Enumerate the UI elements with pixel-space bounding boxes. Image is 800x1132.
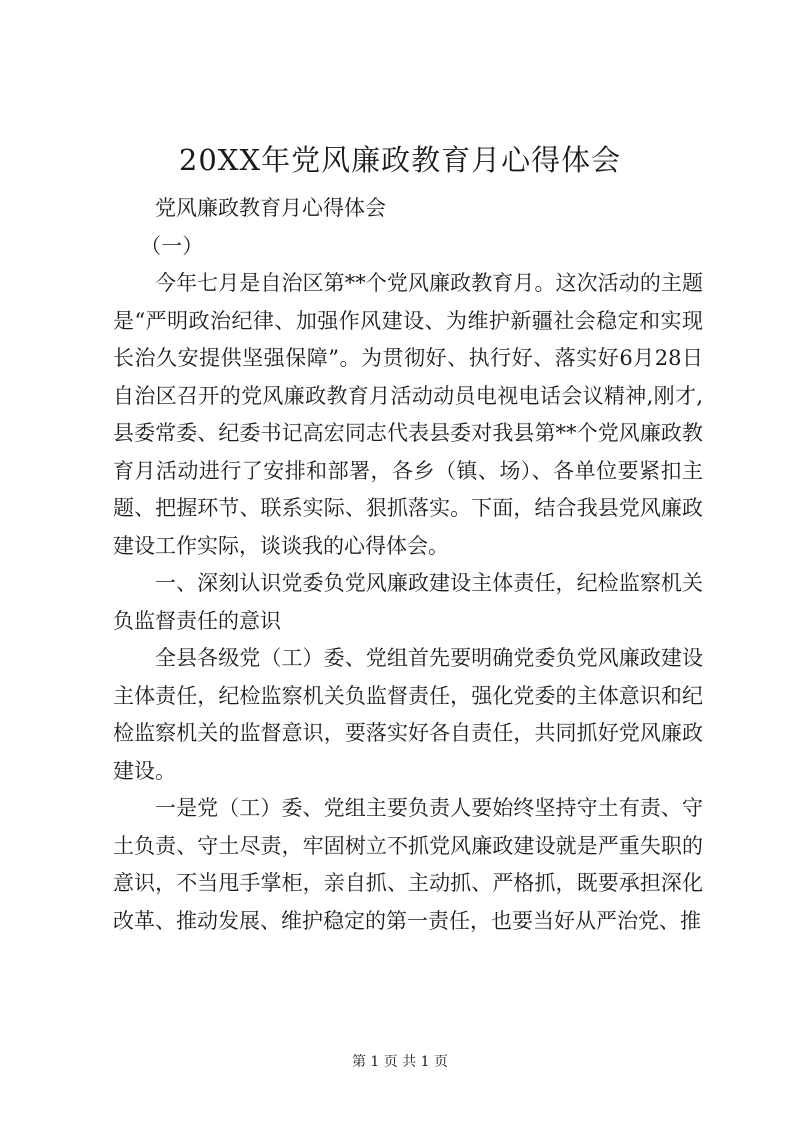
body-paragraph: 全县各级党（工）委、党组首先要明确党委负党风廉政建设主体责任，纪检监察机关负监督责任，强化党委的主体意识和纪检监察机关的监督意识，要落实好各自责任，共同抓好党风廉政建设。 <box>113 646 703 783</box>
body-paragraph: 一是党（工）委、党组主要负责人要始终坚持守土有责、守土负责、守土尽责，牢固树立不抓党风廉政建设就是严重失职的意识，不当甩手掌柜，亲自抓、主动抓、严格抓，既要承担深化改革、推动发展、维护稳定的第一责任，也要当好从严治党、推 <box>113 796 703 933</box>
intro-paragraph: 今年七月是自治区第**个党风廉政教育月。这次活动的主题是“严明政治纪律、加强作风建设、为维护新疆社会稳定和实现长治久安提供坚强保障”。为贯彻好、执行好、落实好6月28日自治区召开的党风廉政教育月活动动员电视电话会议精神,刚才,县委常委、纪委书记高宏同志代表县委对我县第**个党风廉政教育月活动进行了安排和部署，各乡（镇、场）、各单位要紧扣主题、把握环节、联系实际、狠抓落实。下面，结合我县党风廉政建设工作实际，谈谈我的心得体会。 <box>113 271 703 558</box>
section-number-paragraph: （一） <box>140 233 204 258</box>
page-footer: 第 1 页 共 1 页 <box>351 1054 449 1070</box>
heading-paragraph: 一、深刻认识党委负党风廉政建设主体责任，纪检监察机关负监督责任的意识 <box>113 571 703 633</box>
subtitle-paragraph: 党风廉政教育月心得体会 <box>155 196 386 220</box>
document-title: 20XX年党风廉政教育月心得体会 <box>178 143 622 177</box>
document-body <box>113 190 703 940</box>
